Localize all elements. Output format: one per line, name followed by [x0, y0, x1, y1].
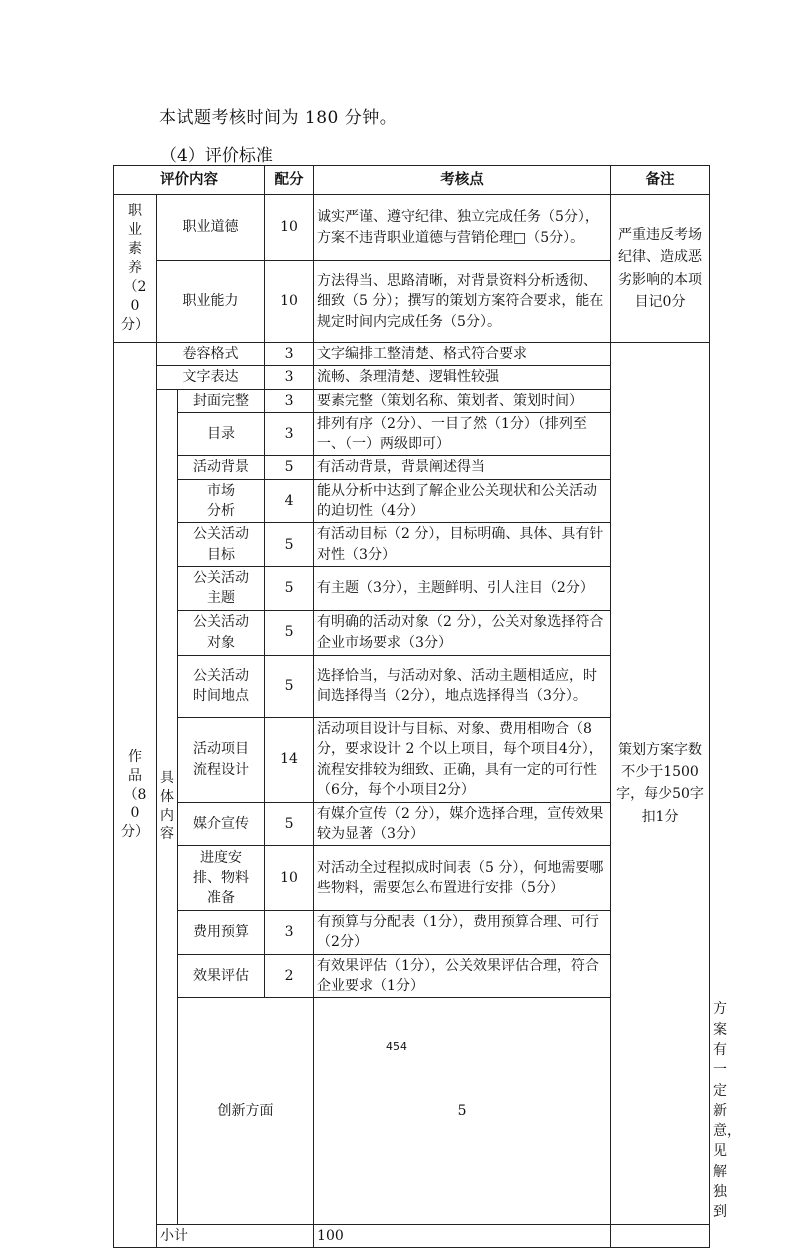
table-row: [114, 343, 710, 366]
row-score: 4: [265, 479, 314, 523]
header-content: 评价内容: [114, 166, 265, 195]
section-title: （4）评价标准: [160, 146, 273, 166]
header-score: 配分: [265, 166, 314, 195]
subtotal-score: 100: [314, 1224, 611, 1247]
row-score: 3: [265, 911, 314, 955]
remark-work: 策划方案字数不少于1500字，每少50字扣1分: [611, 343, 710, 1225]
row-item: 活动项目 流程设计: [178, 717, 265, 802]
row-score: 2: [265, 954, 314, 998]
row-item: 市场 分析: [178, 479, 265, 523]
table-row: [114, 195, 710, 261]
row-item: 公关活动 时间地点: [178, 655, 265, 717]
row-score: 5: [265, 802, 314, 846]
row-item: 目录: [178, 412, 265, 456]
row-points: 文字编排工整清楚、格式符合要求: [314, 343, 611, 366]
row-score: 10: [265, 195, 314, 261]
row-item: 活动背景: [178, 456, 265, 479]
row-points: 有活动目标（2 分），目标明确、具体、具有针对性（3分）: [314, 523, 611, 567]
row-item: 费用预算: [178, 911, 265, 955]
row-points: 有明确的活动对象（2 分），公关对象选择符合企业市场要求（3分）: [314, 610, 611, 655]
header-remark: 备注: [611, 166, 710, 195]
remark-professional: 严重违反考场纪律、造成恶劣影响的本项目记0分: [611, 195, 710, 343]
row-item: 公关活动 目标: [178, 523, 265, 567]
row-points: 排列有序（2分）、一目了然（1分）（排列至一、（一）两级即可）: [314, 412, 611, 456]
row-points: 有预算与分配表（1分），费用预算合理、可行（2分）: [314, 911, 611, 955]
evaluation-table: [113, 165, 742, 1248]
row-points: 活动项目设计与目标、对象、费用相吻合（8分，要求设计 2 个以上项目，每个项目4分），流程安排较为细致、正确，具有一定的可行性（6分，每个小项目2分）: [314, 717, 611, 802]
row-score: 5: [265, 610, 314, 655]
row-score: 3: [265, 389, 314, 412]
row-score: 5: [265, 566, 314, 610]
row-score: 5: [265, 456, 314, 479]
row-score: 5: [265, 655, 314, 717]
row-item: 职业能力: [157, 261, 265, 343]
table-header-row: [114, 166, 710, 195]
subtotal-label: 小计: [157, 1224, 314, 1247]
row-item: 效果评估: [178, 954, 265, 998]
row-points: 诚实严谨、遵守纪律、独立完成任务（5分），方案不违背职业道德与营销伦理□（5分）。: [314, 195, 611, 261]
empty-points-cell: [611, 1224, 710, 1247]
page-number: 454: [386, 1040, 407, 1053]
row-points: 方法得当、思路清晰，对背景资料分析透彻、细致（5 分）；撰写的策划方案符合要求，能在规定时间内完成任务（5分）。: [314, 261, 611, 343]
row-score: 5: [314, 998, 611, 1224]
row-item: 文字表达: [157, 366, 265, 389]
row-points: 选择恰当，与活动对象、活动主题相适应，时间选择得当（2分），地点选择得当（3分）。: [314, 655, 611, 717]
group-professional: 职 业 素 养 （2 0 分）: [114, 195, 157, 343]
row-points: 有媒介宣传（2 分），媒介选择合理，宣传效果较为显著（3分）: [314, 802, 611, 846]
row-score: 3: [265, 412, 314, 456]
row-item: 封面完整: [178, 389, 265, 412]
row-score: 3: [265, 366, 314, 389]
row-points: 对活动全过程拟成时间表（5 分），何地需要哪些物料，需要怎么布置进行安排（5分）: [314, 846, 611, 911]
row-item: 卷容格式: [157, 343, 265, 366]
subtotal-row: [114, 1224, 710, 1247]
row-item: 公关活动 主题: [178, 566, 265, 610]
row-item: 公关活动 对象: [178, 610, 265, 655]
header-points: 考核点: [314, 166, 611, 195]
row-points: 有活动背景，背景阐述得当: [314, 456, 611, 479]
row-item: 媒介宣传: [178, 802, 265, 846]
row-points: 能从分析中达到了解企业公关现状和公关活动的迫切性（4分）: [314, 479, 611, 523]
row-points: 要素完整（策划名称、策划者、策划时间）: [314, 389, 611, 412]
row-score: 10: [265, 846, 314, 911]
row-points: 有主题（3分），主题鲜明、引人注目（2分）: [314, 566, 611, 610]
row-score: 10: [265, 261, 314, 343]
row-points: 流畅、条理清楚、逻辑性较强: [314, 366, 611, 389]
row-item: 创新方面: [178, 998, 314, 1224]
group-specific: 具 体 内 容: [157, 389, 178, 1224]
group-work: 作 品 （8 0 分）: [114, 343, 157, 1248]
row-points: 有效果评估（1分），公关效果评估合理，符合企业要求（1分）: [314, 954, 611, 998]
intro-text: 本试题考核时间为 180 分钟。: [159, 108, 398, 128]
row-score: 3: [265, 343, 314, 366]
row-score: 14: [265, 717, 314, 802]
row-score: 5: [265, 523, 314, 567]
row-item: 职业道德: [157, 195, 265, 261]
row-item: 进度安 排、物料 准备: [178, 846, 265, 911]
table-row: 创新方面 5 方案有一定新意，见解独到: [114, 998, 710, 1224]
